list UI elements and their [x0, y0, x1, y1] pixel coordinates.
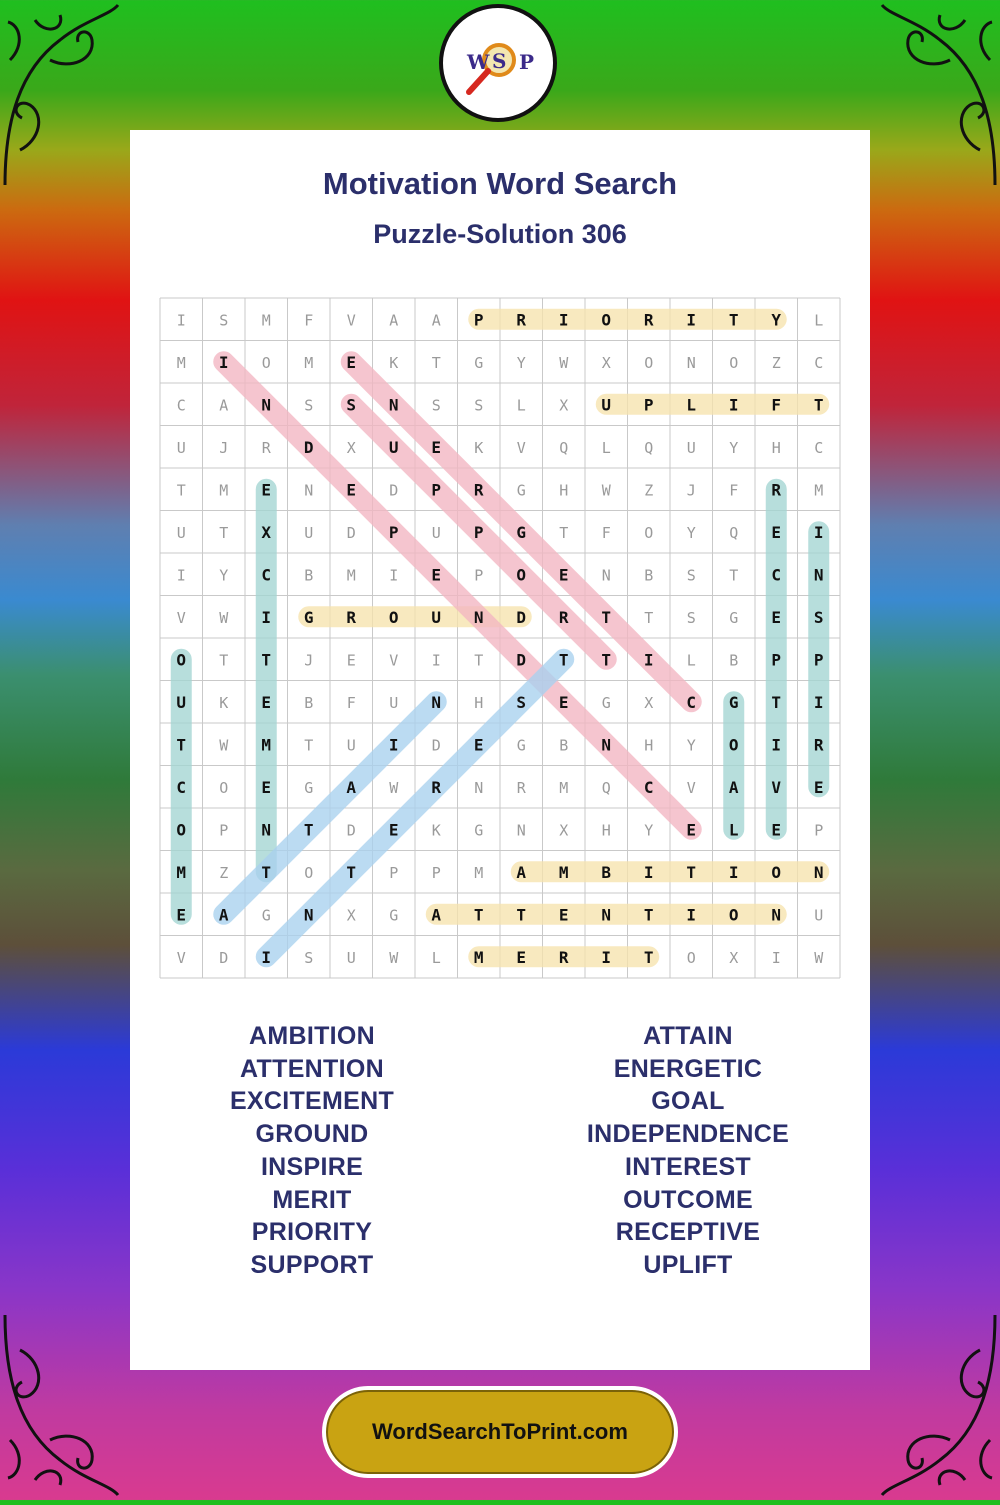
- grid-letter: B: [304, 693, 314, 712]
- grid-letter: K: [389, 353, 399, 372]
- grid-letter: Y: [644, 821, 654, 840]
- word-list-item: INSPIRE: [260, 1152, 364, 1181]
- grid-letter: Z: [219, 863, 229, 882]
- grid-letter: Y: [516, 353, 526, 372]
- grid-letter: T: [686, 862, 697, 882]
- grid-letter: Q: [729, 523, 739, 542]
- grid-letter: L: [814, 311, 824, 330]
- grid-letter: M: [304, 353, 314, 372]
- grid-letter: E: [473, 735, 484, 755]
- grid-letter: R: [516, 310, 527, 330]
- grid-letter: N: [771, 905, 782, 925]
- grid-letter: D: [346, 821, 356, 840]
- grid-letter: N: [601, 735, 612, 755]
- grid-letter: G: [303, 607, 314, 627]
- grid-letter: P: [771, 650, 782, 670]
- grid-letter: T: [771, 692, 782, 712]
- grid-letter: T: [431, 353, 441, 372]
- grid-letter: R: [346, 607, 357, 627]
- grid-letter: M: [176, 353, 186, 372]
- grid-letter: M: [558, 862, 569, 882]
- grid-letter: K: [474, 438, 484, 457]
- grid-letter: U: [388, 437, 399, 457]
- grid-letter: G: [474, 353, 484, 372]
- grid-letter: D: [516, 650, 527, 670]
- grid-letter: X: [261, 522, 272, 542]
- grid-letter: T: [644, 608, 654, 627]
- grid-letter: M: [814, 481, 824, 500]
- grid-letter: O: [219, 778, 229, 797]
- grid-letter: T: [559, 523, 569, 542]
- grid-letter: H: [474, 693, 484, 712]
- logo-letter-p: P: [519, 50, 535, 74]
- grid-letter: O: [729, 353, 739, 372]
- grid-letter: R: [516, 778, 526, 797]
- grid-letter: T: [601, 607, 612, 627]
- grid-letter: V: [771, 777, 782, 797]
- grid-letter: C: [176, 396, 186, 415]
- grid-letter: P: [643, 395, 654, 415]
- grid-letter: E: [771, 522, 782, 542]
- grid-letter: I: [388, 735, 399, 755]
- grid-letter: T: [303, 820, 314, 840]
- grid-letter: U: [389, 693, 399, 712]
- page-subtitle: Puzzle-Solution 306: [373, 219, 627, 249]
- grid-letter: O: [516, 565, 527, 585]
- word-list-item: ATTAIN: [643, 1022, 733, 1050]
- grid-letter: S: [304, 396, 314, 415]
- grid-letter: A: [728, 777, 739, 797]
- grid-letter: T: [601, 650, 612, 670]
- grid-letter: N: [473, 607, 484, 627]
- grid-letter: O: [644, 523, 654, 542]
- grid-letter: G: [729, 608, 739, 627]
- grid-letter: U: [814, 906, 824, 925]
- grid-letter: D: [431, 736, 441, 755]
- grid-letter: T: [473, 905, 484, 925]
- grid-letter: N: [388, 395, 399, 415]
- grid-letter: T: [261, 862, 272, 882]
- grid-letter: B: [601, 862, 612, 882]
- grid-letter: A: [219, 396, 229, 415]
- grid-letter: T: [643, 905, 654, 925]
- grid-letter: I: [813, 522, 824, 542]
- grid-letter: L: [601, 438, 611, 457]
- grid-letter: O: [304, 863, 314, 882]
- grid-letter: N: [303, 905, 314, 925]
- grid-letter: C: [643, 777, 654, 797]
- grid-letter: W: [219, 608, 229, 627]
- grid-letter: A: [516, 862, 527, 882]
- grid-letter: L: [728, 820, 739, 840]
- word-list-item: OUTCOME: [623, 1185, 753, 1214]
- grid-letter: T: [729, 566, 739, 585]
- grid-letter: R: [771, 480, 782, 500]
- grid-letter: T: [261, 650, 272, 670]
- grid-letter: R: [558, 947, 569, 967]
- grid-letter: V: [389, 651, 399, 670]
- word-list-item: PRIORITY: [251, 1218, 373, 1247]
- grid-letter: Y: [686, 523, 696, 542]
- grid-letter: G: [474, 821, 484, 840]
- grid-letter: S: [431, 396, 441, 415]
- grid-letter: Z: [771, 353, 781, 372]
- grid-letter: N: [516, 821, 526, 840]
- grid-letter: I: [771, 735, 782, 755]
- grid-letter: X: [346, 906, 356, 925]
- grid-letter: P: [473, 310, 484, 330]
- grid-letter: H: [559, 481, 569, 500]
- grid-letter: W: [814, 948, 824, 967]
- grid-letter: G: [516, 522, 527, 542]
- grid-letter: E: [176, 905, 187, 925]
- word-list-item: ATTENTION: [240, 1054, 384, 1083]
- grid-letter: U: [176, 523, 186, 542]
- grid-letter: F: [729, 481, 739, 500]
- grid-letter: Y: [729, 438, 739, 457]
- grid-letter: A: [431, 905, 442, 925]
- grid-letter: T: [176, 735, 187, 755]
- grid-letter: G: [304, 778, 314, 797]
- grid-letter: I: [771, 948, 781, 967]
- grid-letter: I: [431, 651, 441, 670]
- grid-letter: V: [346, 311, 356, 330]
- grid-letter: H: [644, 736, 654, 755]
- grid-letter: X: [346, 438, 356, 457]
- grid-letter: P: [814, 821, 824, 840]
- grid-letter: N: [601, 566, 611, 585]
- grid-letter: N: [261, 395, 272, 415]
- grid-letter: O: [686, 948, 696, 967]
- grid-letter: C: [261, 565, 272, 585]
- grid-letter: N: [813, 862, 824, 882]
- site-link-button[interactable]: [322, 1386, 678, 1478]
- grid-letter: V: [516, 438, 526, 457]
- grid-letter: J: [304, 651, 314, 670]
- grid-letter: J: [219, 438, 229, 457]
- grid-letter: T: [219, 651, 229, 670]
- grid-letter: T: [219, 523, 229, 542]
- grid-letter: P: [431, 480, 442, 500]
- grid-letter: G: [261, 906, 271, 925]
- grid-letter: O: [601, 310, 612, 330]
- grid-letter: N: [431, 692, 442, 712]
- grid-letter: I: [813, 692, 824, 712]
- grid-letter: G: [516, 481, 526, 500]
- grid-letter: T: [516, 905, 527, 925]
- grid-letter: S: [686, 608, 696, 627]
- grid-letter: N: [474, 778, 484, 797]
- grid-letter: P: [474, 566, 484, 585]
- grid-letter: E: [431, 565, 442, 585]
- grid-letter: O: [728, 905, 739, 925]
- grid-letter: I: [728, 862, 739, 882]
- word-list-item: GROUND: [255, 1120, 369, 1149]
- grid-letter: D: [389, 481, 399, 500]
- grid-letter: V: [176, 948, 186, 967]
- grid-letter: O: [176, 650, 187, 670]
- grid-letter: E: [346, 480, 357, 500]
- grid-letter: X: [559, 396, 569, 415]
- logo-letter-s: S: [492, 49, 507, 73]
- grid-letter: Q: [559, 438, 569, 457]
- word-list-item: ENERGETIC: [613, 1054, 763, 1083]
- grid-letter: M: [559, 778, 569, 797]
- word-list-right: [538, 1020, 838, 1282]
- grid-letter: N: [304, 481, 314, 500]
- grid-letter: U: [431, 607, 442, 627]
- grid-letter: I: [176, 311, 186, 330]
- grid-letter: T: [176, 481, 186, 500]
- grid-letter: I: [176, 566, 186, 585]
- grid-letter: M: [473, 947, 484, 967]
- grid-letter: E: [431, 437, 442, 457]
- grid-letter: E: [771, 820, 782, 840]
- grid-letter: O: [176, 820, 187, 840]
- grid-letter: I: [389, 566, 399, 585]
- grid-letter: X: [601, 353, 611, 372]
- grid-letter: S: [219, 311, 229, 330]
- grid-letter: C: [686, 692, 697, 712]
- grid-letter: M: [261, 311, 271, 330]
- grid-letter: M: [346, 566, 356, 585]
- grid-letter: R: [261, 438, 271, 457]
- grid-letter: I: [261, 607, 272, 627]
- word-list-item: AMBITION: [249, 1022, 375, 1050]
- corner-ornament-bottom-right: [880, 1310, 1000, 1500]
- grid-letter: I: [601, 947, 612, 967]
- grid-letter: E: [388, 820, 399, 840]
- grid-letter: Q: [601, 778, 611, 797]
- grid-letter: R: [643, 310, 654, 330]
- grid-letter: E: [261, 480, 272, 500]
- grid-letter: X: [644, 693, 654, 712]
- grid-letter: U: [304, 523, 314, 542]
- grid-letter: U: [176, 692, 187, 712]
- grid-letter: E: [813, 777, 824, 797]
- grid-letter: G: [601, 693, 611, 712]
- grid-letter: L: [686, 651, 696, 670]
- grid-letter: T: [728, 310, 739, 330]
- grid-letter: A: [431, 311, 441, 330]
- grid-letter: N: [686, 353, 696, 372]
- grid-letter: P: [473, 522, 484, 542]
- grid-letter: I: [728, 395, 739, 415]
- word-list-left: [162, 1020, 462, 1282]
- grid-letter: O: [728, 735, 739, 755]
- grid-letter: N: [601, 905, 612, 925]
- grid-letter: K: [219, 693, 229, 712]
- grid-letter: V: [176, 608, 186, 627]
- grid-letter: D: [346, 523, 356, 542]
- grid-letter: M: [474, 863, 484, 882]
- grid-letter: E: [686, 820, 697, 840]
- grid-letter: B: [644, 566, 654, 585]
- logo-letter-w: W: [467, 50, 490, 74]
- grid-letter: K: [431, 821, 441, 840]
- grid-letter: F: [601, 523, 611, 542]
- grid-letter: W: [389, 948, 399, 967]
- word-list-item: INDEPENDENCE: [586, 1120, 790, 1149]
- grid-letter: G: [516, 736, 526, 755]
- word-list-item: MERIT: [272, 1185, 352, 1214]
- grid-letter: E: [346, 352, 357, 372]
- grid-letter: U: [686, 438, 696, 457]
- grid-letter: M: [176, 862, 187, 882]
- grid-letter: B: [729, 651, 739, 670]
- grid-letter: X: [559, 821, 569, 840]
- grid-letter: W: [559, 353, 569, 372]
- grid-letter: Y: [771, 310, 782, 330]
- grid-letter: F: [304, 311, 314, 330]
- grid-letter: E: [558, 565, 569, 585]
- grid-letter: W: [601, 481, 611, 500]
- grid-letter: E: [558, 905, 569, 925]
- grid-letter: D: [516, 607, 527, 627]
- grid-letter: U: [176, 438, 186, 457]
- grid-letter: S: [474, 396, 484, 415]
- grid-letter: T: [558, 650, 569, 670]
- grid-letter: L: [516, 396, 526, 415]
- grid-letter: U: [346, 736, 356, 755]
- grid-letter: N: [813, 565, 824, 585]
- page-title: Motivation Word Search: [322, 166, 678, 201]
- grid-letter: V: [686, 778, 696, 797]
- grid-letter: I: [686, 905, 697, 925]
- site-link-label: WordSearchToPrint.com: [372, 1419, 628, 1444]
- grid-letter: Y: [686, 736, 696, 755]
- grid-letter: A: [218, 905, 229, 925]
- grid-letter: O: [388, 607, 399, 627]
- grid-letter: P: [389, 863, 399, 882]
- grid-letter: F: [771, 395, 782, 415]
- grid-letter: M: [261, 735, 272, 755]
- grid-letter: O: [771, 862, 782, 882]
- grid-letter: B: [559, 736, 569, 755]
- word-list-item: INTEREST: [624, 1152, 752, 1181]
- grid-letter: I: [686, 310, 697, 330]
- grid-letter: O: [644, 353, 654, 372]
- grid-letter: N: [261, 820, 272, 840]
- grid-letter: S: [304, 948, 314, 967]
- grid-letter: R: [431, 777, 442, 797]
- grid-letter: H: [601, 821, 611, 840]
- grid-letter: H: [771, 438, 781, 457]
- grid-letter: Z: [644, 481, 654, 500]
- grid-letter: W: [389, 778, 399, 797]
- grid-letter: E: [261, 692, 272, 712]
- grid-letter: G: [728, 692, 739, 712]
- grid-letter: C: [814, 438, 824, 457]
- grid-letter: A: [346, 777, 357, 797]
- grid-letter: S: [346, 395, 357, 415]
- word-list-item: RECEPTIVE: [615, 1218, 761, 1247]
- word-list-item: EXCITEMENT: [229, 1087, 395, 1116]
- grid-letter: T: [643, 947, 654, 967]
- grid-letter: T: [813, 395, 824, 415]
- grid-letter: W: [219, 736, 229, 755]
- grid-letter: E: [558, 692, 569, 712]
- grid-letter: X: [729, 948, 739, 967]
- grid-letter: P: [219, 821, 229, 840]
- grid-letter: C: [176, 777, 187, 797]
- grid-letter: F: [346, 693, 356, 712]
- grid-letter: L: [686, 395, 697, 415]
- grid-letter: P: [431, 863, 441, 882]
- word-list-item: SUPPORT: [250, 1250, 374, 1279]
- grid-letter: S: [516, 692, 527, 712]
- grid-letter: M: [219, 481, 229, 500]
- grid-letter: O: [261, 353, 271, 372]
- grid-letter: S: [813, 607, 824, 627]
- grid-letter: G: [389, 906, 399, 925]
- grid-letter: C: [771, 565, 782, 585]
- grid-letter: C: [814, 353, 824, 372]
- grid-letter: I: [643, 650, 654, 670]
- grid-letter: I: [558, 310, 569, 330]
- grid-letter: E: [346, 651, 356, 670]
- grid-letter: E: [516, 947, 527, 967]
- grid-letter: E: [771, 607, 782, 627]
- grid-letter: S: [686, 566, 696, 585]
- corner-ornament-bottom-left: [0, 1310, 120, 1500]
- grid-letter: D: [219, 948, 229, 967]
- grid-letter: A: [389, 311, 399, 330]
- grid-letter: E: [261, 777, 272, 797]
- grid-letter: T: [304, 736, 314, 755]
- grid-letter: I: [218, 352, 229, 372]
- grid-letter: Q: [644, 438, 654, 457]
- word-list-item: UPLIFT: [643, 1250, 733, 1279]
- grid-letter: J: [686, 481, 696, 500]
- grid-letter: U: [431, 523, 441, 542]
- grid-letter: R: [813, 735, 824, 755]
- word-list-item: GOAL: [651, 1087, 725, 1116]
- grid-letter: R: [558, 607, 569, 627]
- grid-letter: I: [261, 947, 272, 967]
- grid-letter: U: [346, 948, 356, 967]
- grid-letter: B: [304, 566, 314, 585]
- grid-letter: R: [473, 480, 484, 500]
- grid-letter: P: [388, 522, 399, 542]
- grid-letter: L: [431, 948, 441, 967]
- grid-letter: D: [303, 437, 314, 457]
- grid-letter: U: [601, 395, 612, 415]
- grid-letter: T: [474, 651, 484, 670]
- grid-letter: I: [643, 862, 654, 882]
- grid-letter: Y: [219, 566, 229, 585]
- grid-letter: T: [346, 862, 357, 882]
- grid-letter: P: [813, 650, 824, 670]
